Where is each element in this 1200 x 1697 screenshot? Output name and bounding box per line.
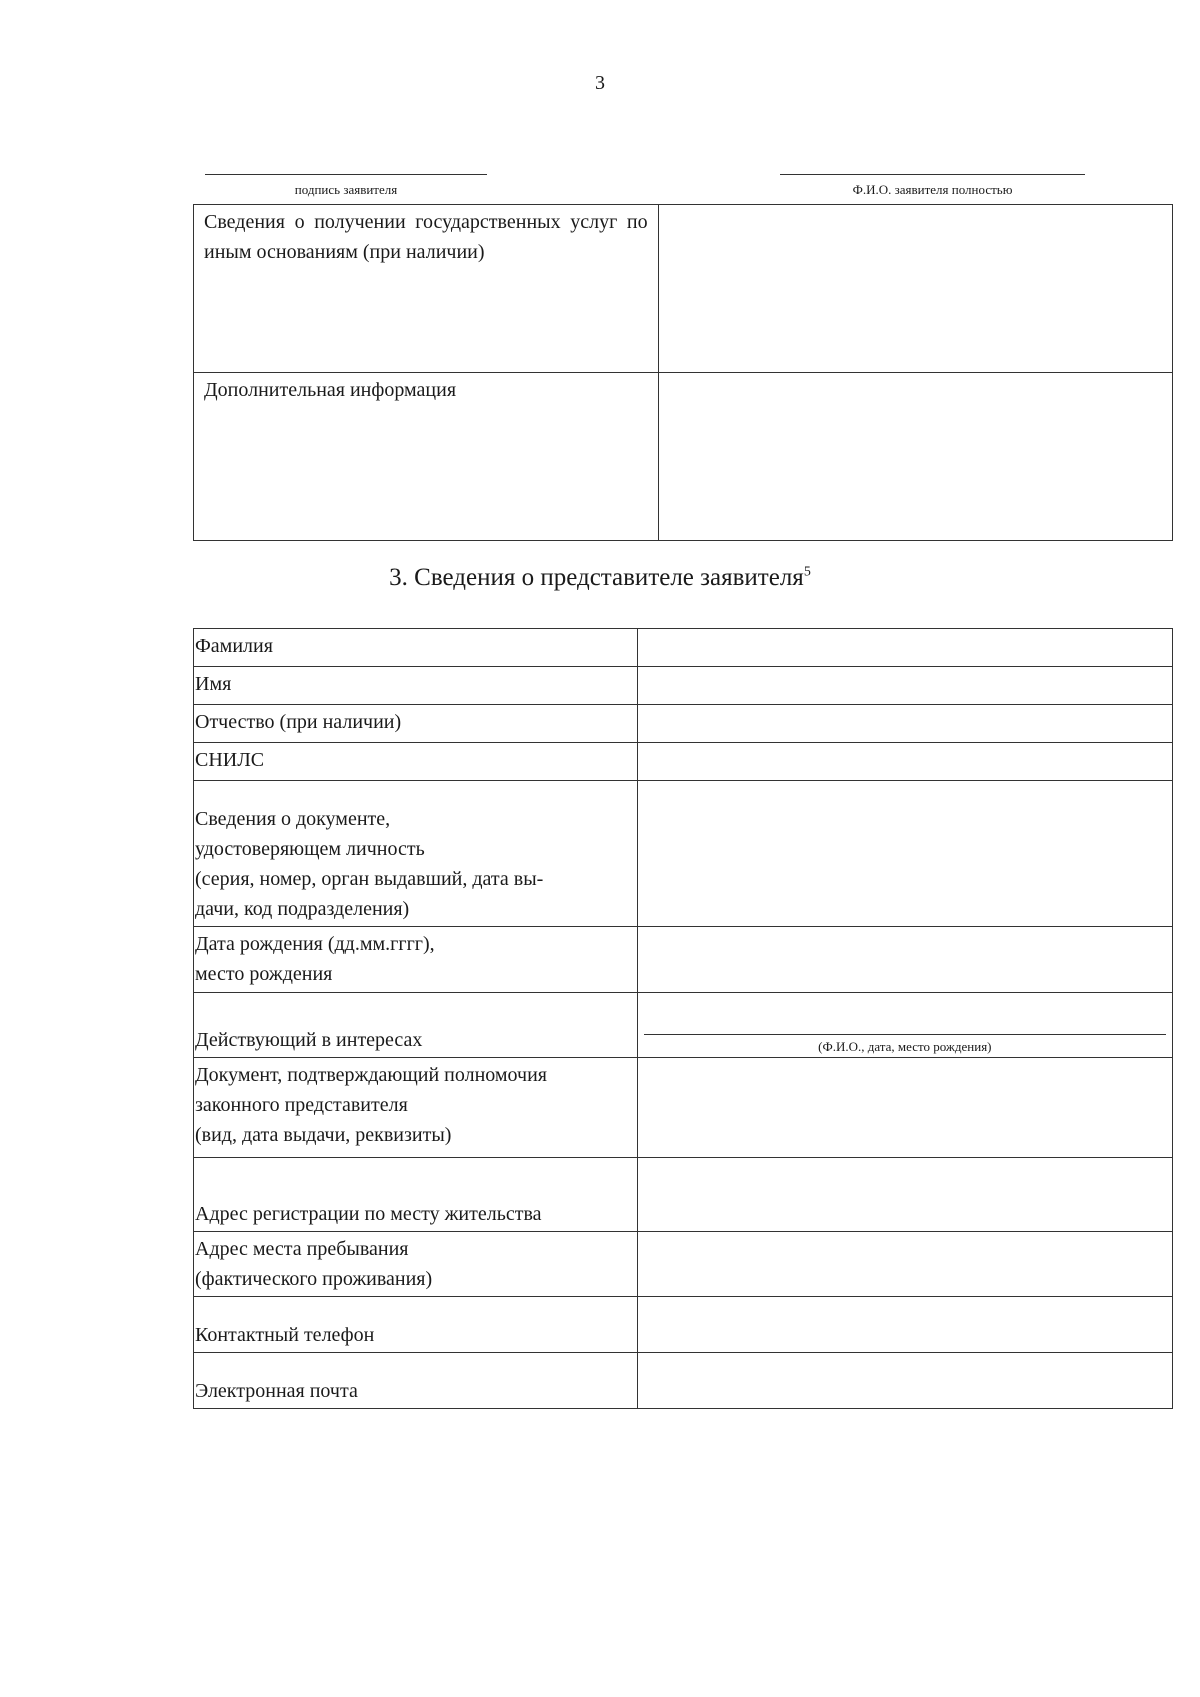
authority-document-label-line: (вид, дата выдачи, реквизиты) [195, 1124, 452, 1146]
applicant-info-table [193, 204, 1173, 541]
acting-on-behalf-label: Действующий в интересах [194, 993, 638, 1058]
birth-label [194, 927, 638, 993]
residence-address-field[interactable] [637, 1232, 1172, 1297]
section-title [0, 564, 1200, 592]
surname-field[interactable] [637, 629, 1172, 667]
authority-document-field[interactable] [637, 1058, 1172, 1158]
applicant-name-line[interactable] [780, 174, 1085, 175]
birth-field[interactable] [637, 927, 1172, 993]
surname-label: Фамилия [194, 629, 638, 667]
id-document-label-line: Сведения о документе, [195, 808, 391, 830]
applicant-name-caption: Ф.И.О. заявителя полностью [852, 182, 1013, 197]
additional-info-field[interactable] [658, 373, 1172, 541]
representative-table [193, 628, 1173, 1409]
first-name-field[interactable] [637, 667, 1172, 705]
id-document-label [194, 781, 638, 927]
email-label: Электронная почта [194, 1353, 638, 1409]
acting-on-behalf-caption: (Ф.И.О., дата, место рождения) [818, 1039, 992, 1054]
phone-label: Контактный телефон [194, 1297, 638, 1353]
authority-document-label-line: законного представителя [195, 1094, 408, 1116]
snils-field[interactable] [637, 743, 1172, 781]
registration-address-field[interactable] [637, 1158, 1172, 1232]
authority-document-label-line: Документ, подтверждающий полномочия [195, 1064, 547, 1086]
other-services-label: Сведения о получении государственных услуг по иным основаниям (при наличии) [194, 205, 659, 373]
signature-caption: подпись заявителя [294, 182, 398, 197]
residence-address-label-line: (фактического проживания) [195, 1268, 433, 1290]
patronymic-label: Отчество (при наличии) [194, 705, 638, 743]
acting-on-behalf-line [644, 1034, 1166, 1035]
id-document-label-line: удостоверяющем личность [195, 838, 425, 860]
additional-info-label: Дополнительная информация [194, 373, 659, 541]
residence-address-label [194, 1232, 638, 1297]
id-document-field[interactable] [637, 781, 1172, 927]
phone-field[interactable] [637, 1297, 1172, 1353]
id-document-label-line: дачи, код подразделения) [195, 898, 410, 920]
id-document-label-line: (серия, номер, орган выдавший, дата вы- [195, 868, 544, 890]
acting-on-behalf-field[interactable] [637, 993, 1172, 1058]
registration-address-label: Адрес регистрации по месту жительства [194, 1158, 638, 1232]
signature-line[interactable] [205, 174, 487, 175]
birth-label-line: Дата рождения (дд.мм.гггг), [195, 933, 435, 955]
first-name-label: Имя [194, 667, 638, 705]
authority-document-label [194, 1058, 638, 1158]
birth-label-line: место рождения [195, 963, 333, 985]
residence-address-label-line: Адрес места пребывания [195, 1238, 409, 1260]
snils-label: СНИЛС [194, 743, 638, 781]
section-title-text: 3. Сведения о представителе заявителя [389, 564, 804, 591]
other-services-field[interactable] [658, 205, 1172, 373]
footnote-marker: 5 [803, 564, 811, 580]
patronymic-field[interactable] [637, 705, 1172, 743]
page-number: 3 [595, 72, 605, 94]
email-field[interactable] [637, 1353, 1172, 1409]
